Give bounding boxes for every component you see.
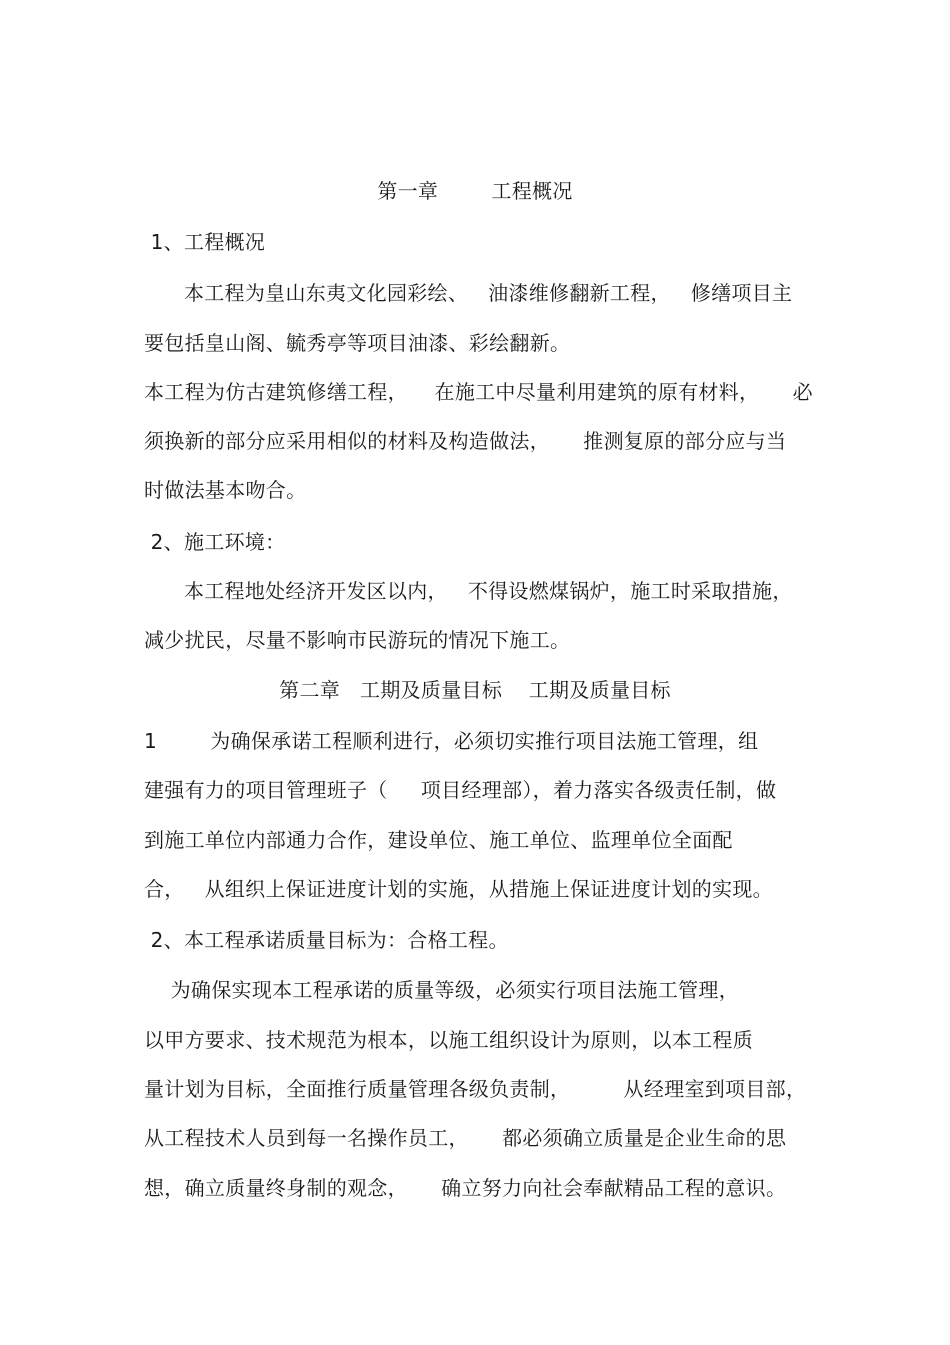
paragraph-line: 本工程为仿古建筑修缮工程， 在施工中尽量利用建筑的原有材料， 必 — [144, 380, 813, 404]
paragraph-line: 到施工单位内部通力合作，建设单位、施工单位、监理单位全面配 — [144, 828, 733, 852]
paragraph-line: 本工程为皇山东夷文化园彩绘、 油漆维修翻新工程， 修缮项目主 — [144, 281, 793, 305]
paragraph-line: 以甲方要求、技术规范为根本，以施工组织设计为原则，以本工程质 — [144, 1028, 753, 1052]
paragraph-line: 建强有力的项目管理班子（ 项目经理部），着力落实各级责任制，做 — [144, 778, 777, 802]
paragraph-line: 本工程地处经济开发区以内， 不得设燃煤锅炉，施工时采取措施， — [144, 579, 793, 603]
paragraph-line: 时做法基本吻合。 — [144, 478, 307, 502]
section2-heading: 2、施工环境： — [144, 530, 286, 554]
section1-heading: 1、工程概况 — [144, 230, 266, 254]
paragraph-line: 合， 从组织上保证进度计划的实施，从措施上保证进度计划的实现。 — [144, 877, 773, 901]
paragraph-line: 1 为确保承诺工程顺利进行，必须切实推行项目法施工管理，组 — [144, 729, 759, 753]
section2-heading: 2、本工程承诺质量目标为：合格工程。 — [144, 928, 509, 952]
paragraph-line: 为确保实现本工程承诺的质量等级，必须实行项目法施工管理， — [144, 978, 740, 1002]
chapter1-title: 第一章 工程概况 — [377, 179, 573, 203]
paragraph-line: 从工程技术人员到每一名操作员工， 都必须确立质量是企业生命的思 — [144, 1126, 787, 1150]
chapter2-title: 第二章 工期及质量目标 工期及质量目标 — [279, 678, 671, 702]
paragraph-line: 量计划为目标，全面推行质量管理各级负责制， 从经理室到项目部， — [144, 1077, 807, 1101]
paragraph-line: 要包括皇山阁、毓秀亭等项目油漆、彩绘翻新。 — [144, 331, 571, 355]
paragraph-line: 减少扰民，尽量不影响市民游玩的情况下施工。 — [144, 628, 571, 652]
paragraph-line: 想，确立质量终身制的观念， 确立努力向社会奉献精品工程的意识。 — [144, 1176, 787, 1200]
paragraph-line: 须换新的部分应采用相似的材料及构造做法， 推测复原的部分应与当 — [144, 429, 787, 453]
